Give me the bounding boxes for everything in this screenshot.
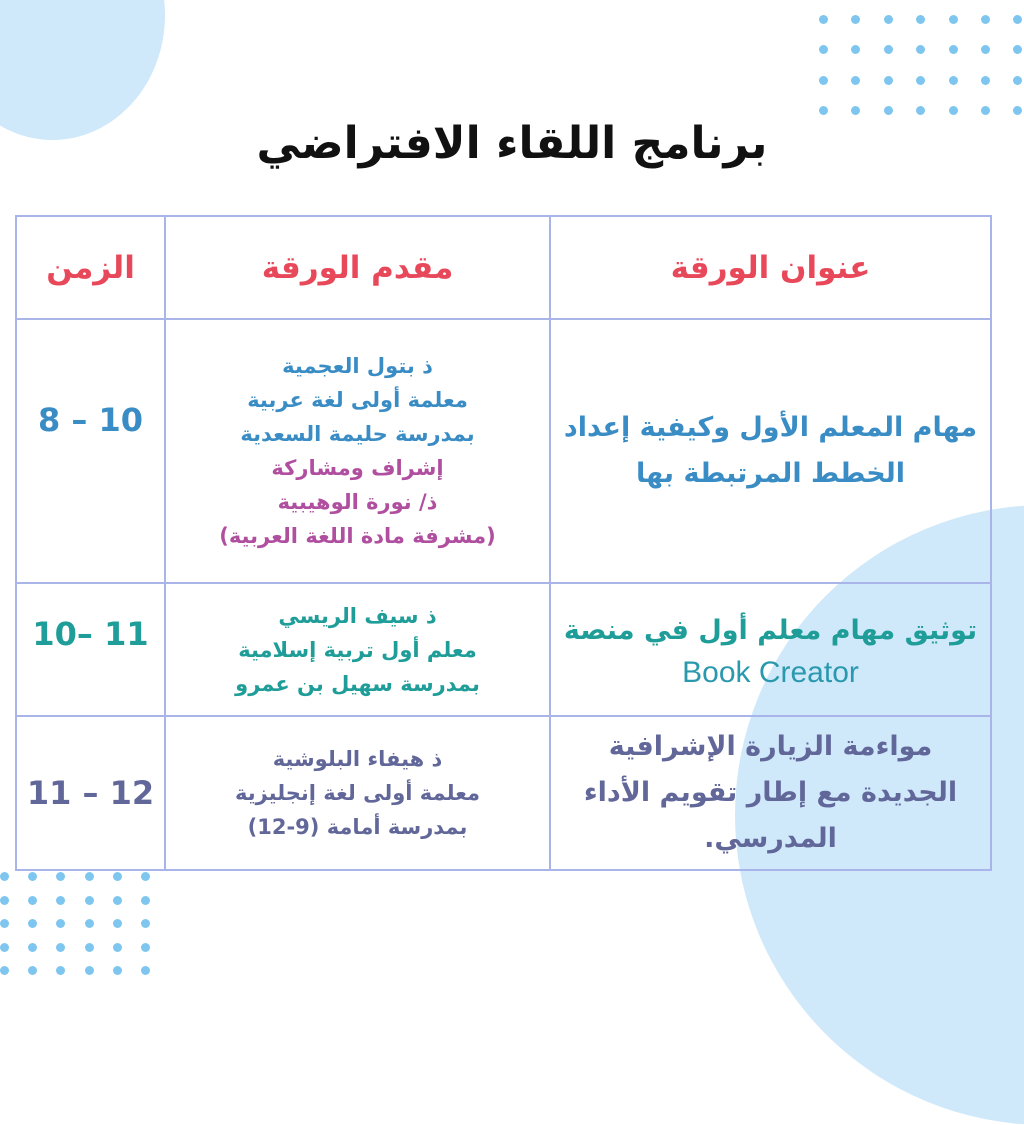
page-title: برنامج اللقاء الافتراضي bbox=[256, 118, 768, 169]
schedule-table bbox=[15, 215, 992, 871]
table-row-3-time: 11 – 12 bbox=[26, 774, 155, 812]
platform-name: Book Creator bbox=[682, 655, 859, 689]
header-presenter: مقدم الورقة bbox=[261, 249, 454, 286]
paper-title-line: الخطط المرتبطة بها bbox=[635, 458, 906, 489]
decorative-dot-grid-top-right bbox=[819, 15, 1024, 115]
supervisor-role: (مشرفة مادة اللغة العربية) bbox=[219, 524, 496, 548]
paper-title-line: مهام المعلم الأول وكيفية إعداد bbox=[563, 412, 978, 443]
paper-title-line: توثيق مهام معلم أول في منصة bbox=[563, 614, 978, 646]
table-row-3-paper-title bbox=[551, 717, 990, 869]
presenter-name: ذ هيفاء البلوشية bbox=[272, 747, 443, 771]
header-paper-title: عنوان الورقة bbox=[670, 249, 871, 286]
supervisor-name: ذ/ نورة الوهيبية bbox=[277, 490, 438, 514]
table-row-2-time: 10– 11 bbox=[32, 615, 149, 653]
table-row-1-paper-title bbox=[551, 320, 990, 582]
presenter-school: بمدرسة أمامة (9-12) bbox=[247, 815, 468, 839]
presenter-name: ذ سيف الريسي bbox=[278, 603, 437, 628]
table-border-bottom bbox=[15, 869, 992, 871]
presenter-school: بمدرسة سهيل بن عمرو bbox=[235, 671, 480, 696]
paper-title-line: مواءمة الزيارة الإشرافية bbox=[608, 731, 933, 762]
decorative-dot-grid-bottom-left bbox=[0, 872, 150, 975]
header-time: الزمن bbox=[46, 249, 135, 286]
table-row-3-presenter bbox=[166, 717, 549, 869]
table-row-1-presenter bbox=[166, 320, 549, 582]
presenter-role: معلم أول تربية إسلامية bbox=[238, 637, 477, 662]
table-border-right bbox=[990, 215, 992, 871]
table-row-2-paper-title bbox=[551, 584, 990, 715]
presenter-school: بمدرسة حليمة السعدية bbox=[240, 422, 475, 446]
table-row-2-presenter bbox=[166, 584, 549, 715]
supervision-label: إشراف ومشاركة bbox=[271, 456, 444, 480]
paper-title-line: المدرسي. bbox=[704, 823, 837, 854]
presenter-name: ذ بتول العجمية bbox=[282, 354, 433, 378]
presenter-role: معلمة أولى لغة عربية bbox=[247, 388, 468, 412]
table-row-1-time: 8 – 10 bbox=[37, 401, 144, 439]
paper-title-line: الجديدة مع إطار تقويم الأداء bbox=[583, 777, 958, 808]
presenter-role: معلمة أولى لغة إنجليزية bbox=[234, 781, 481, 805]
